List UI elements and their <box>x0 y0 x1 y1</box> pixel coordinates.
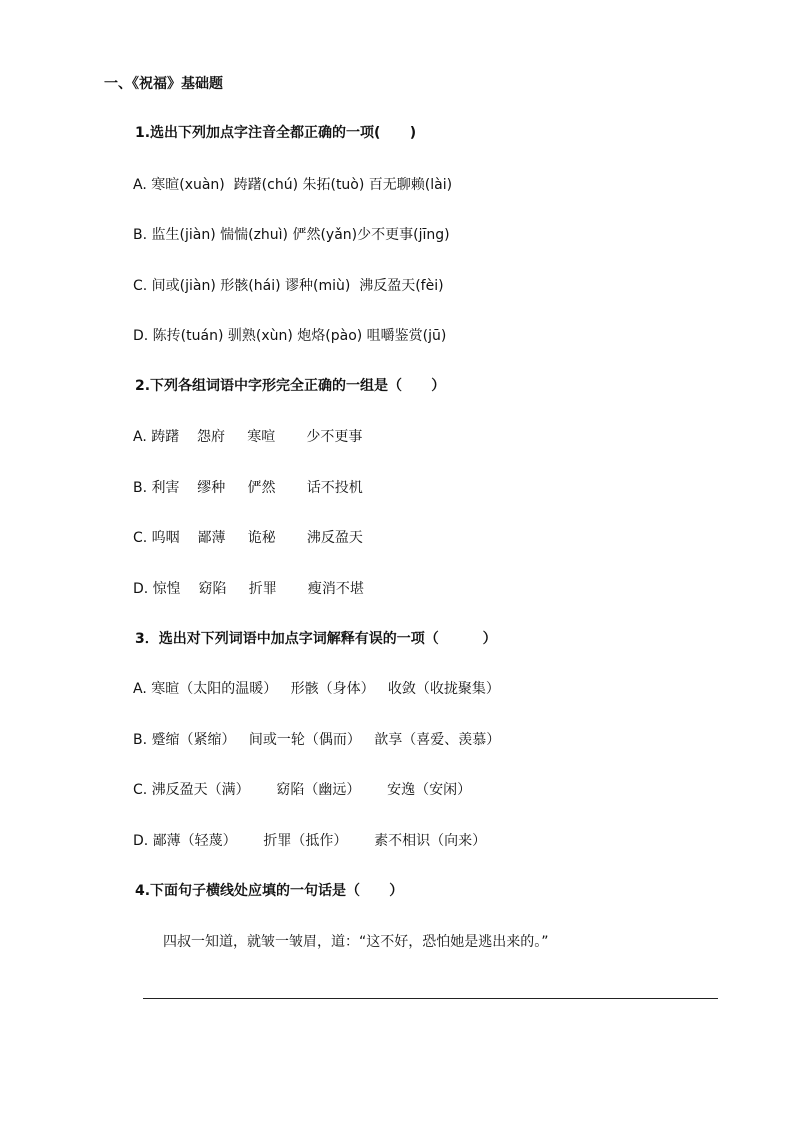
question-2-option-c: C. 呜咽 鄙薄 诡秘 沸反盈天 <box>133 530 363 546</box>
question-3-option-b: B. 蹙缩（紧缩） 间或一轮（偶而） 歆享（喜爱、羡慕） <box>133 732 501 748</box>
question-3-option-a: A. 寒暄（太阳的温暖） 形骸（身体） 收敛（收拢聚集） <box>133 681 500 697</box>
question-1-stem: 1.选出下列加点字注音全都正确的一项( ) <box>135 125 417 141</box>
question-1-option-c: C. 间或(jiàn) 形骸(hái) 谬种(miù) 沸反盈天(fèi) <box>133 278 444 294</box>
question-3-option-d: D. 鄙薄（轻蔑） 折罪（抵作） 素不相识（向来） <box>133 833 487 849</box>
question-4-quote: 四叔一知道，就皱一皱眉，道：“这不好，恐怕她是逃出来的。” <box>163 934 549 950</box>
question-2-option-a: A. 踌躇 怨府 寒喧 少不更事 <box>133 429 363 445</box>
question-3-stem: 3．选出对下列词语中加点字词解释有误的一项（ ） <box>135 631 497 647</box>
question-2-option-b: B. 利害 缪种 俨然 话不投机 <box>133 480 363 496</box>
question-3-option-c: C. 沸反盈天（满） 窈陷（幽远） 安逸（安闲） <box>133 782 472 798</box>
question-1-option-a: A. 寒暄(xuàn) 踌躇(chú) 朱拓(tuò) 百无聊赖(lài) <box>133 177 453 193</box>
answer-blank-line <box>143 998 718 999</box>
question-1-option-b: B. 监生(jiàn) 惴惴(zhuì) 俨然(yǎn)少不更事(jīng) <box>133 227 450 243</box>
question-2-stem: 2.下列各组词语中字形完全正确的一组是（ ） <box>135 378 446 394</box>
question-1-option-d: D. 陈抟(tuán) 驯熟(xùn) 炮烙(pào) 咀嚼鉴赏(jū) <box>133 328 447 344</box>
question-4-stem: 4.下面句子横线处应填的一句话是（ ） <box>135 883 404 899</box>
question-2-option-d: D. 惊惶 窈陷 折罪 瘦消不堪 <box>133 581 364 597</box>
section-title: 一、《祝福》基础题 <box>104 76 223 92</box>
